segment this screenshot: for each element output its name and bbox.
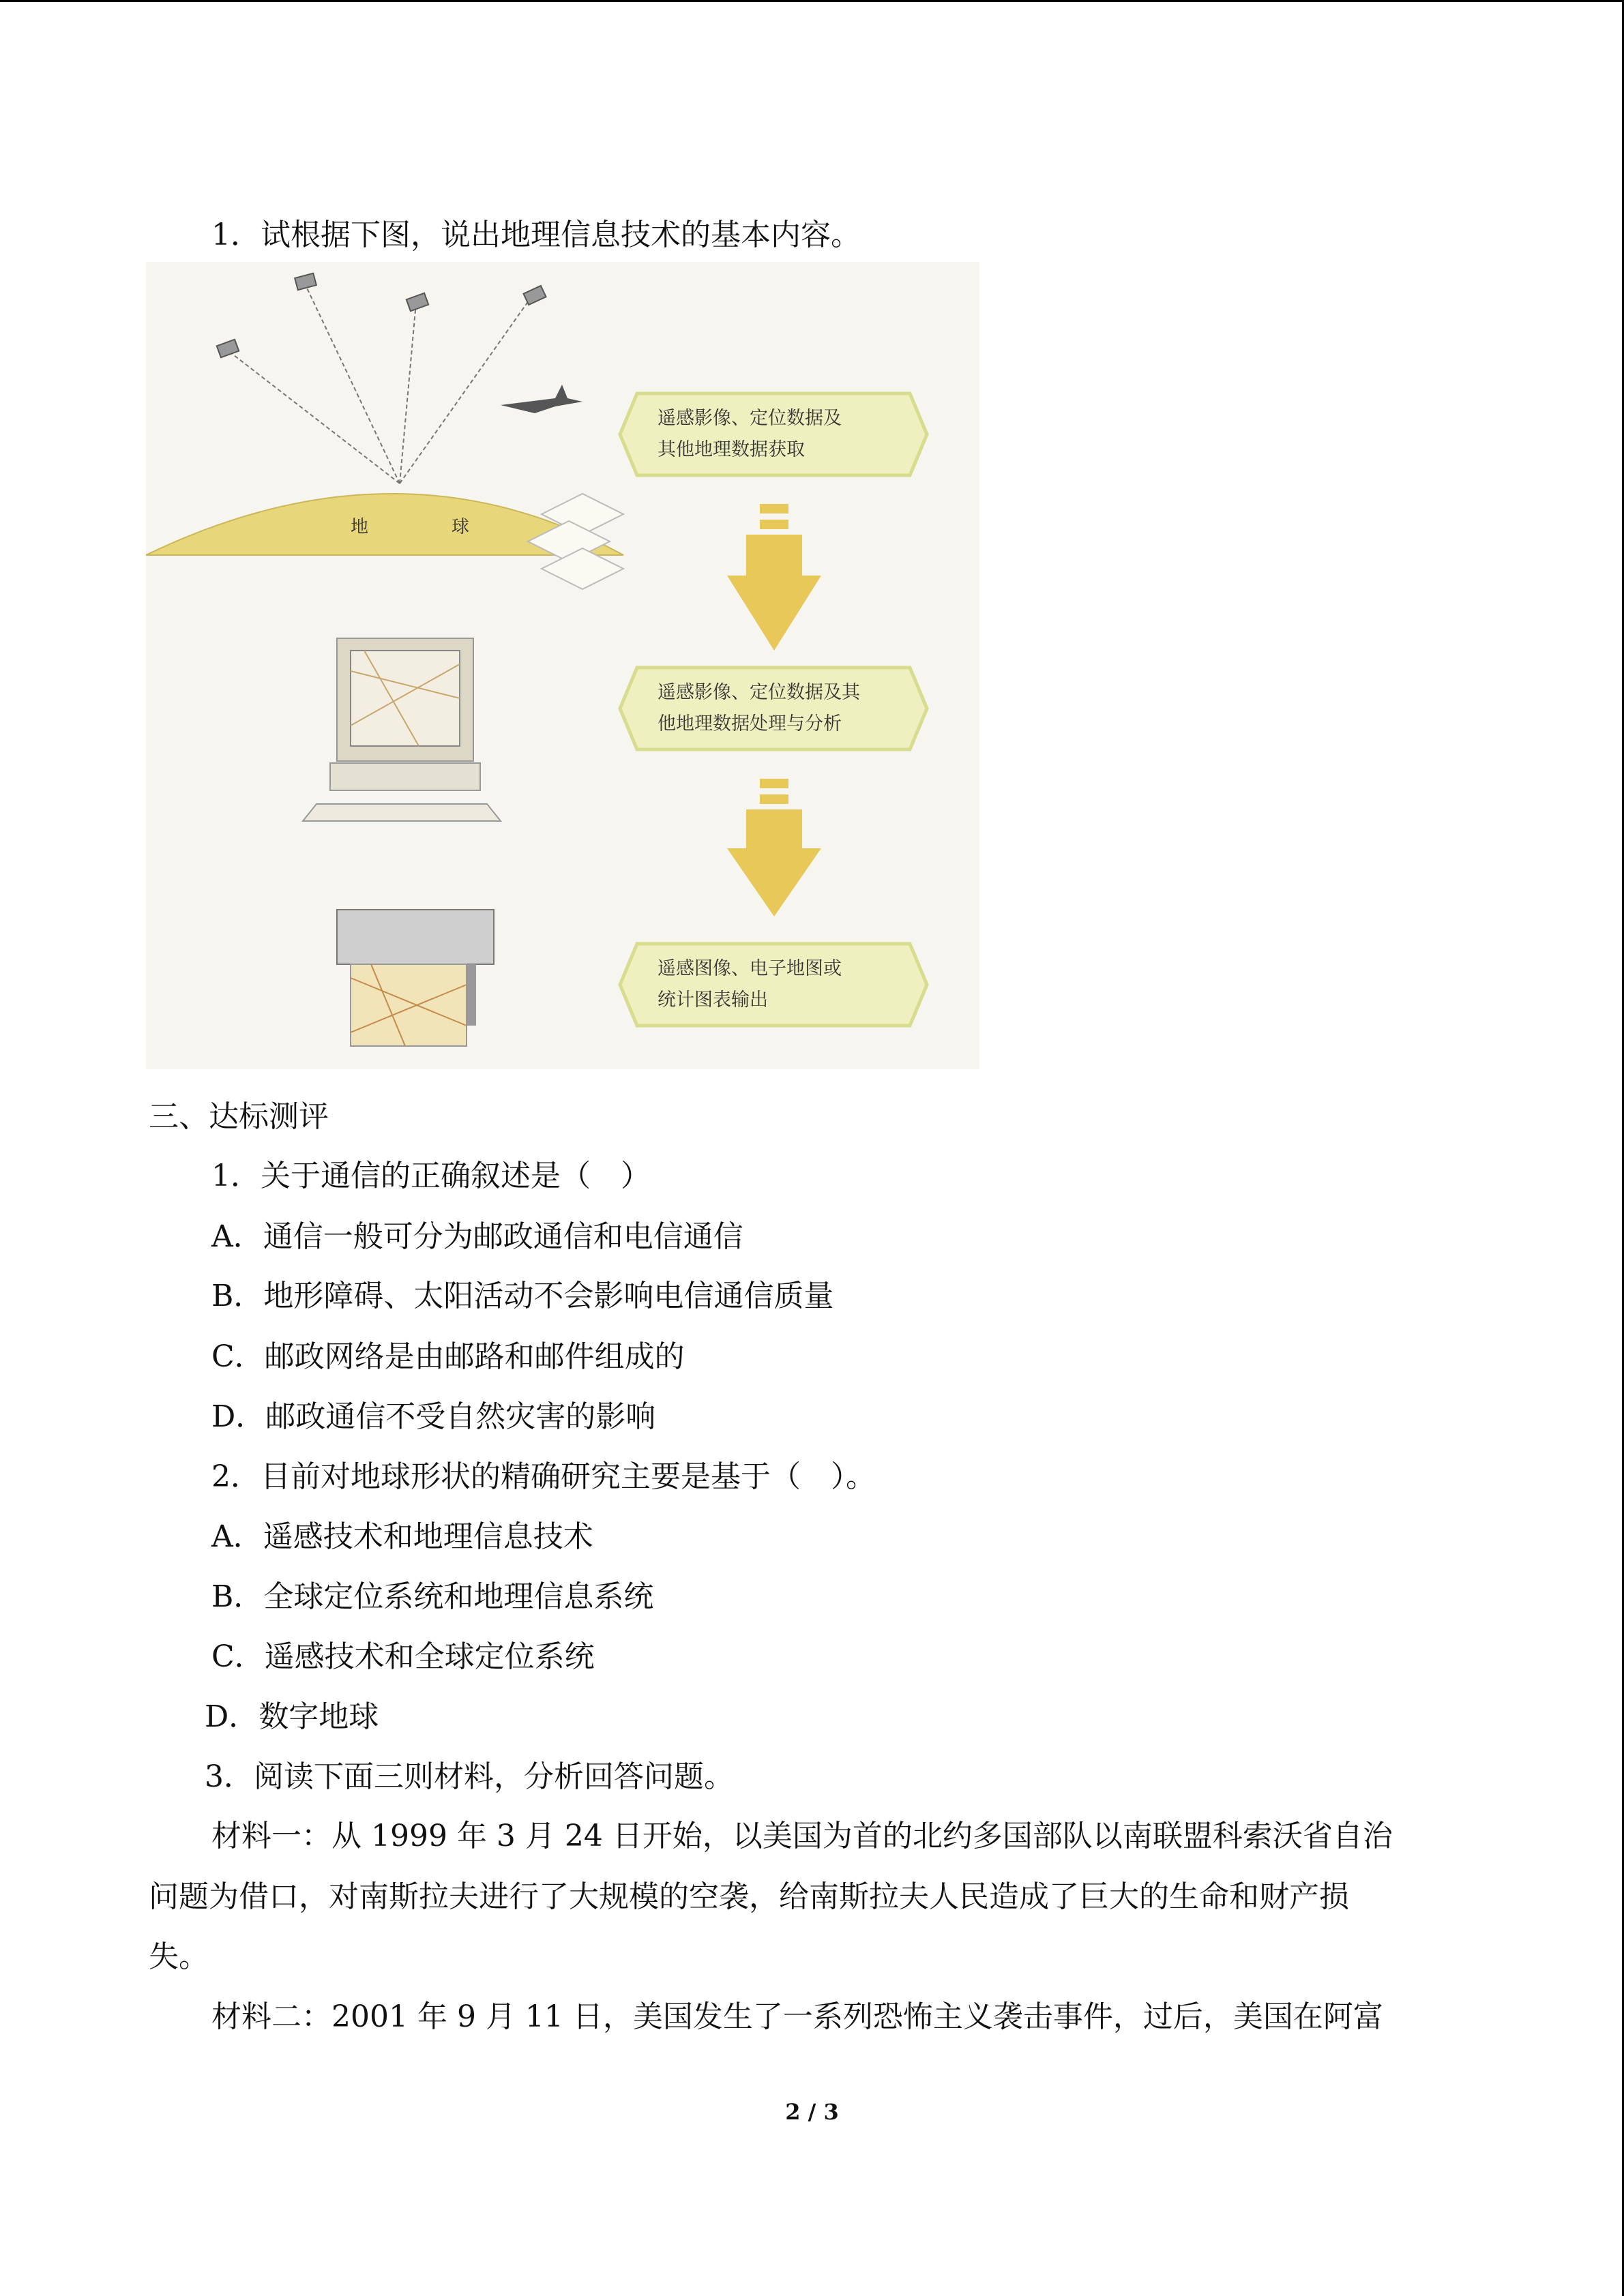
flow-step-process (617, 664, 930, 753)
section-title: 三、达标测评 (149, 1099, 329, 1134)
computer-icon (303, 638, 501, 821)
q3-material1-line1: 材料一：从 1999 年 3 月 24 日开始，以美国为首的北约多国部队以南联盟科索沃省自治 (211, 1819, 1393, 1853)
flow-step-3-line1: 遥感图像、电子地图或 (658, 958, 842, 979)
flow-step-acquire (617, 390, 930, 479)
geo-info-tech-figure (146, 262, 979, 1069)
airplane-icon (501, 385, 582, 413)
q1-option-d: D．邮政通信不受自然灾害的影响 (211, 1399, 656, 1434)
satellite-icons (217, 273, 546, 358)
q3-stem: 3．阅读下面三则材料，分析回答问题。 (205, 1759, 734, 1794)
q2-option-a: A．遥感技术和地理信息技术 (211, 1519, 593, 1554)
q3-material2-line1: 材料二：2001 年 9 月 11 日，美国发生了一系列恐怖主义袭击事件，过后，美国在阿富 (211, 1999, 1383, 2034)
flow-step-3-line2: 统计图表输出 (658, 989, 768, 1011)
flow-step-output (617, 940, 930, 1029)
question-intro: 1．试根据下图，说出地理信息技术的基本内容。 (211, 218, 861, 252)
q2-option-d: D．数字地球 (205, 1699, 379, 1734)
q1-option-b: B．地形障碍、太阳活动不会影响电信通信质量 (211, 1279, 834, 1313)
page-top-border (0, 0, 1624, 2)
q2-option-b: B．全球定位系统和地理信息系统 (211, 1579, 654, 1614)
q3-material1-line2: 问题为借口，对南斯拉夫进行了大规模的空袭，给南斯拉夫人民造成了巨大的生命和财产损 (149, 1879, 1349, 1914)
earth-label: 地 球 (351, 517, 503, 537)
flow-step-1-line1: 遥感影像、定位数据及 (658, 408, 842, 429)
q2-option-c: C．遥感技术和全球定位系统 (211, 1639, 595, 1674)
q1-option-c: C．邮政网络是由邮路和邮件组成的 (211, 1339, 685, 1374)
q1-option-a: A．通信一般可分为邮政通信和电信通信 (211, 1219, 743, 1254)
flow-step-2-line1: 遥感影像、定位数据及其 (658, 682, 860, 703)
printer-icon (337, 910, 494, 1046)
flow-step-1-line2: 其他地理数据获取 (658, 439, 805, 460)
q2-stem: 2．目前对地球形状的精确研究主要是基于（ ）。 (211, 1459, 876, 1494)
flow-step-2-line2: 他地理数据处理与分析 (658, 713, 842, 734)
q1-stem: 1．关于通信的正确叙述是（ ） (211, 1159, 651, 1193)
page-number: 2 / 3 (785, 2099, 839, 2125)
q3-material1-line3: 失。 (149, 1939, 209, 1974)
